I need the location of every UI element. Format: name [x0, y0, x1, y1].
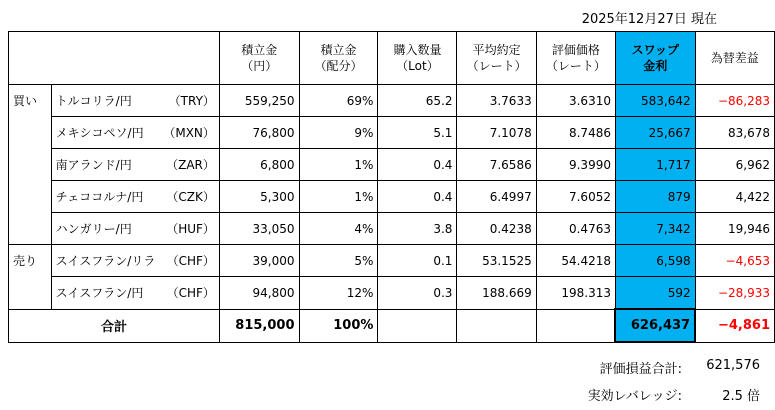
fx-gain-cell: 6,962: [695, 149, 774, 181]
avg-rate-cell: 7.1078: [457, 117, 536, 149]
swap-cell: 25,667: [615, 117, 695, 149]
total-blank: [457, 309, 536, 342]
header-fx-gain: [695, 32, 774, 85]
header-amount-label: 積立金 （円）: [241, 43, 278, 73]
swap-cell: 6,598: [615, 245, 695, 277]
pair-code: （TRY）: [159, 85, 219, 117]
fx-gain-cell: 4,422: [695, 181, 774, 213]
total-ratio: 100%: [299, 309, 378, 342]
amount-cell: 559,250: [219, 85, 299, 117]
amount-cell: 39,000: [219, 245, 299, 277]
header-blank: [9, 32, 220, 85]
eval-rate-cell: 198.313: [536, 277, 615, 310]
header-avg-rate: [457, 32, 536, 85]
swap-cell: 583,642: [615, 85, 695, 117]
total-fx-gain: −4,861: [695, 309, 774, 342]
avg-rate-cell: 6.4997: [457, 181, 536, 213]
pair-name: チェココルナ/円: [51, 181, 159, 213]
pair-name: メキシコペソ/円: [51, 117, 159, 149]
eval-rate-cell: 9.3990: [536, 149, 615, 181]
header-eval-rate: [536, 32, 615, 85]
table-row: [9, 85, 775, 117]
lots-cell: 0.4: [378, 149, 457, 181]
swap-cell: 1,717: [615, 149, 695, 181]
ratio-cell: 4%: [299, 213, 378, 245]
lots-cell: 0.4: [378, 181, 457, 213]
header-swap: [615, 32, 695, 85]
lots-cell: 3.8: [378, 213, 457, 245]
avg-rate-cell: 3.7633: [457, 85, 536, 117]
avg-rate-cell: 188.669: [457, 277, 536, 310]
header-ratio: [299, 32, 378, 85]
table-row: [9, 213, 775, 245]
ratio-cell: 9%: [299, 117, 378, 149]
header-ratio-label: 積立金 （配分）: [314, 43, 363, 73]
lots-cell: 0.1: [378, 245, 457, 277]
pair-code: （CZK）: [159, 181, 219, 213]
fx-gain-cell: −4,653: [695, 245, 774, 277]
ratio-cell: 1%: [299, 149, 378, 181]
fx-gain-cell: 19,946: [695, 213, 774, 245]
avg-rate-cell: 7.6586: [457, 149, 536, 181]
pl-total-label: 評価損益合計:: [599, 362, 682, 377]
pl-total-value: 621,576: [706, 358, 760, 373]
lots-cell: 5.1: [378, 117, 457, 149]
pair-name: トルコリラ/円: [51, 85, 159, 117]
table-row: [9, 181, 775, 213]
pair-name: 南アランド/円: [51, 149, 159, 181]
pair-code: （ZAR）: [159, 149, 219, 181]
header-fx-gain-label: 為替差益: [710, 51, 759, 65]
swap-cell: 879: [615, 181, 695, 213]
leverage-value: 2.5 倍: [722, 389, 760, 404]
header-row: [9, 32, 775, 85]
amount-cell: 5,300: [219, 181, 299, 213]
eval-rate-cell: 3.6310: [536, 85, 615, 117]
eval-rate-cell: 8.7486: [536, 117, 615, 149]
total-row: [9, 309, 775, 342]
header-amount: [219, 32, 299, 85]
swap-cell: 7,342: [615, 213, 695, 245]
avg-rate-cell: 53.1525: [457, 245, 536, 277]
table-row: [9, 245, 775, 277]
ratio-cell: 12%: [299, 277, 378, 310]
header-swap-label: スワップ 金利: [631, 43, 679, 73]
table-row: [9, 277, 775, 310]
fx-gain-cell: 83,678: [695, 117, 774, 149]
pair-name: スイスフラン/円: [51, 277, 159, 310]
leverage-summary: [520, 385, 760, 403]
amount-cell: 94,800: [219, 277, 299, 310]
fx-gain-cell: −28,933: [695, 277, 774, 310]
total-blank: [536, 309, 615, 342]
header-eval-rate-label: 評価価格 （レート）: [545, 43, 606, 73]
portfolio-table: [8, 31, 775, 343]
total-amount: 815,000: [219, 309, 299, 342]
leverage-label: 実効レバレッジ:: [587, 389, 682, 404]
header-lots: [378, 32, 457, 85]
eval-rate-cell: 7.6052: [536, 181, 615, 213]
fx-gain-cell: −86,283: [695, 85, 774, 117]
total-swap: 626,437: [615, 309, 695, 342]
pair-code: （CHF）: [159, 277, 219, 310]
swap-cell: 592: [615, 277, 695, 310]
as-of-date: 2025年12月27日 現在: [581, 12, 717, 27]
total-blank: [378, 309, 457, 342]
amount-cell: 76,800: [219, 117, 299, 149]
amount-cell: 6,800: [219, 149, 299, 181]
lots-cell: 65.2: [378, 85, 457, 117]
ratio-cell: 5%: [299, 245, 378, 277]
pair-name: スイスフラン/リラ: [51, 245, 159, 277]
total-label: 合計: [9, 309, 220, 342]
eval-rate-cell: 54.4218: [536, 245, 615, 277]
amount-cell: 33,050: [219, 213, 299, 245]
pl-summary: [520, 358, 760, 376]
lots-cell: 0.3: [378, 277, 457, 310]
pair-code: （HUF）: [159, 213, 219, 245]
ratio-cell: 1%: [299, 181, 378, 213]
ratio-cell: 69%: [299, 85, 378, 117]
pair-code: （CHF）: [159, 245, 219, 277]
pair-code: （MXN）: [159, 117, 219, 149]
table-row: [9, 149, 775, 181]
header-lots-label: 購入数量 （Lot）: [393, 43, 442, 73]
header-avg-rate-label: 平均約定 （レート）: [466, 43, 527, 73]
section-buy: 買い: [9, 85, 52, 245]
section-sell: 売り: [9, 245, 52, 310]
table-row: [9, 117, 775, 149]
pair-name: ハンガリー/円: [51, 213, 159, 245]
eval-rate-cell: 0.4763: [536, 213, 615, 245]
avg-rate-cell: 0.4238: [457, 213, 536, 245]
